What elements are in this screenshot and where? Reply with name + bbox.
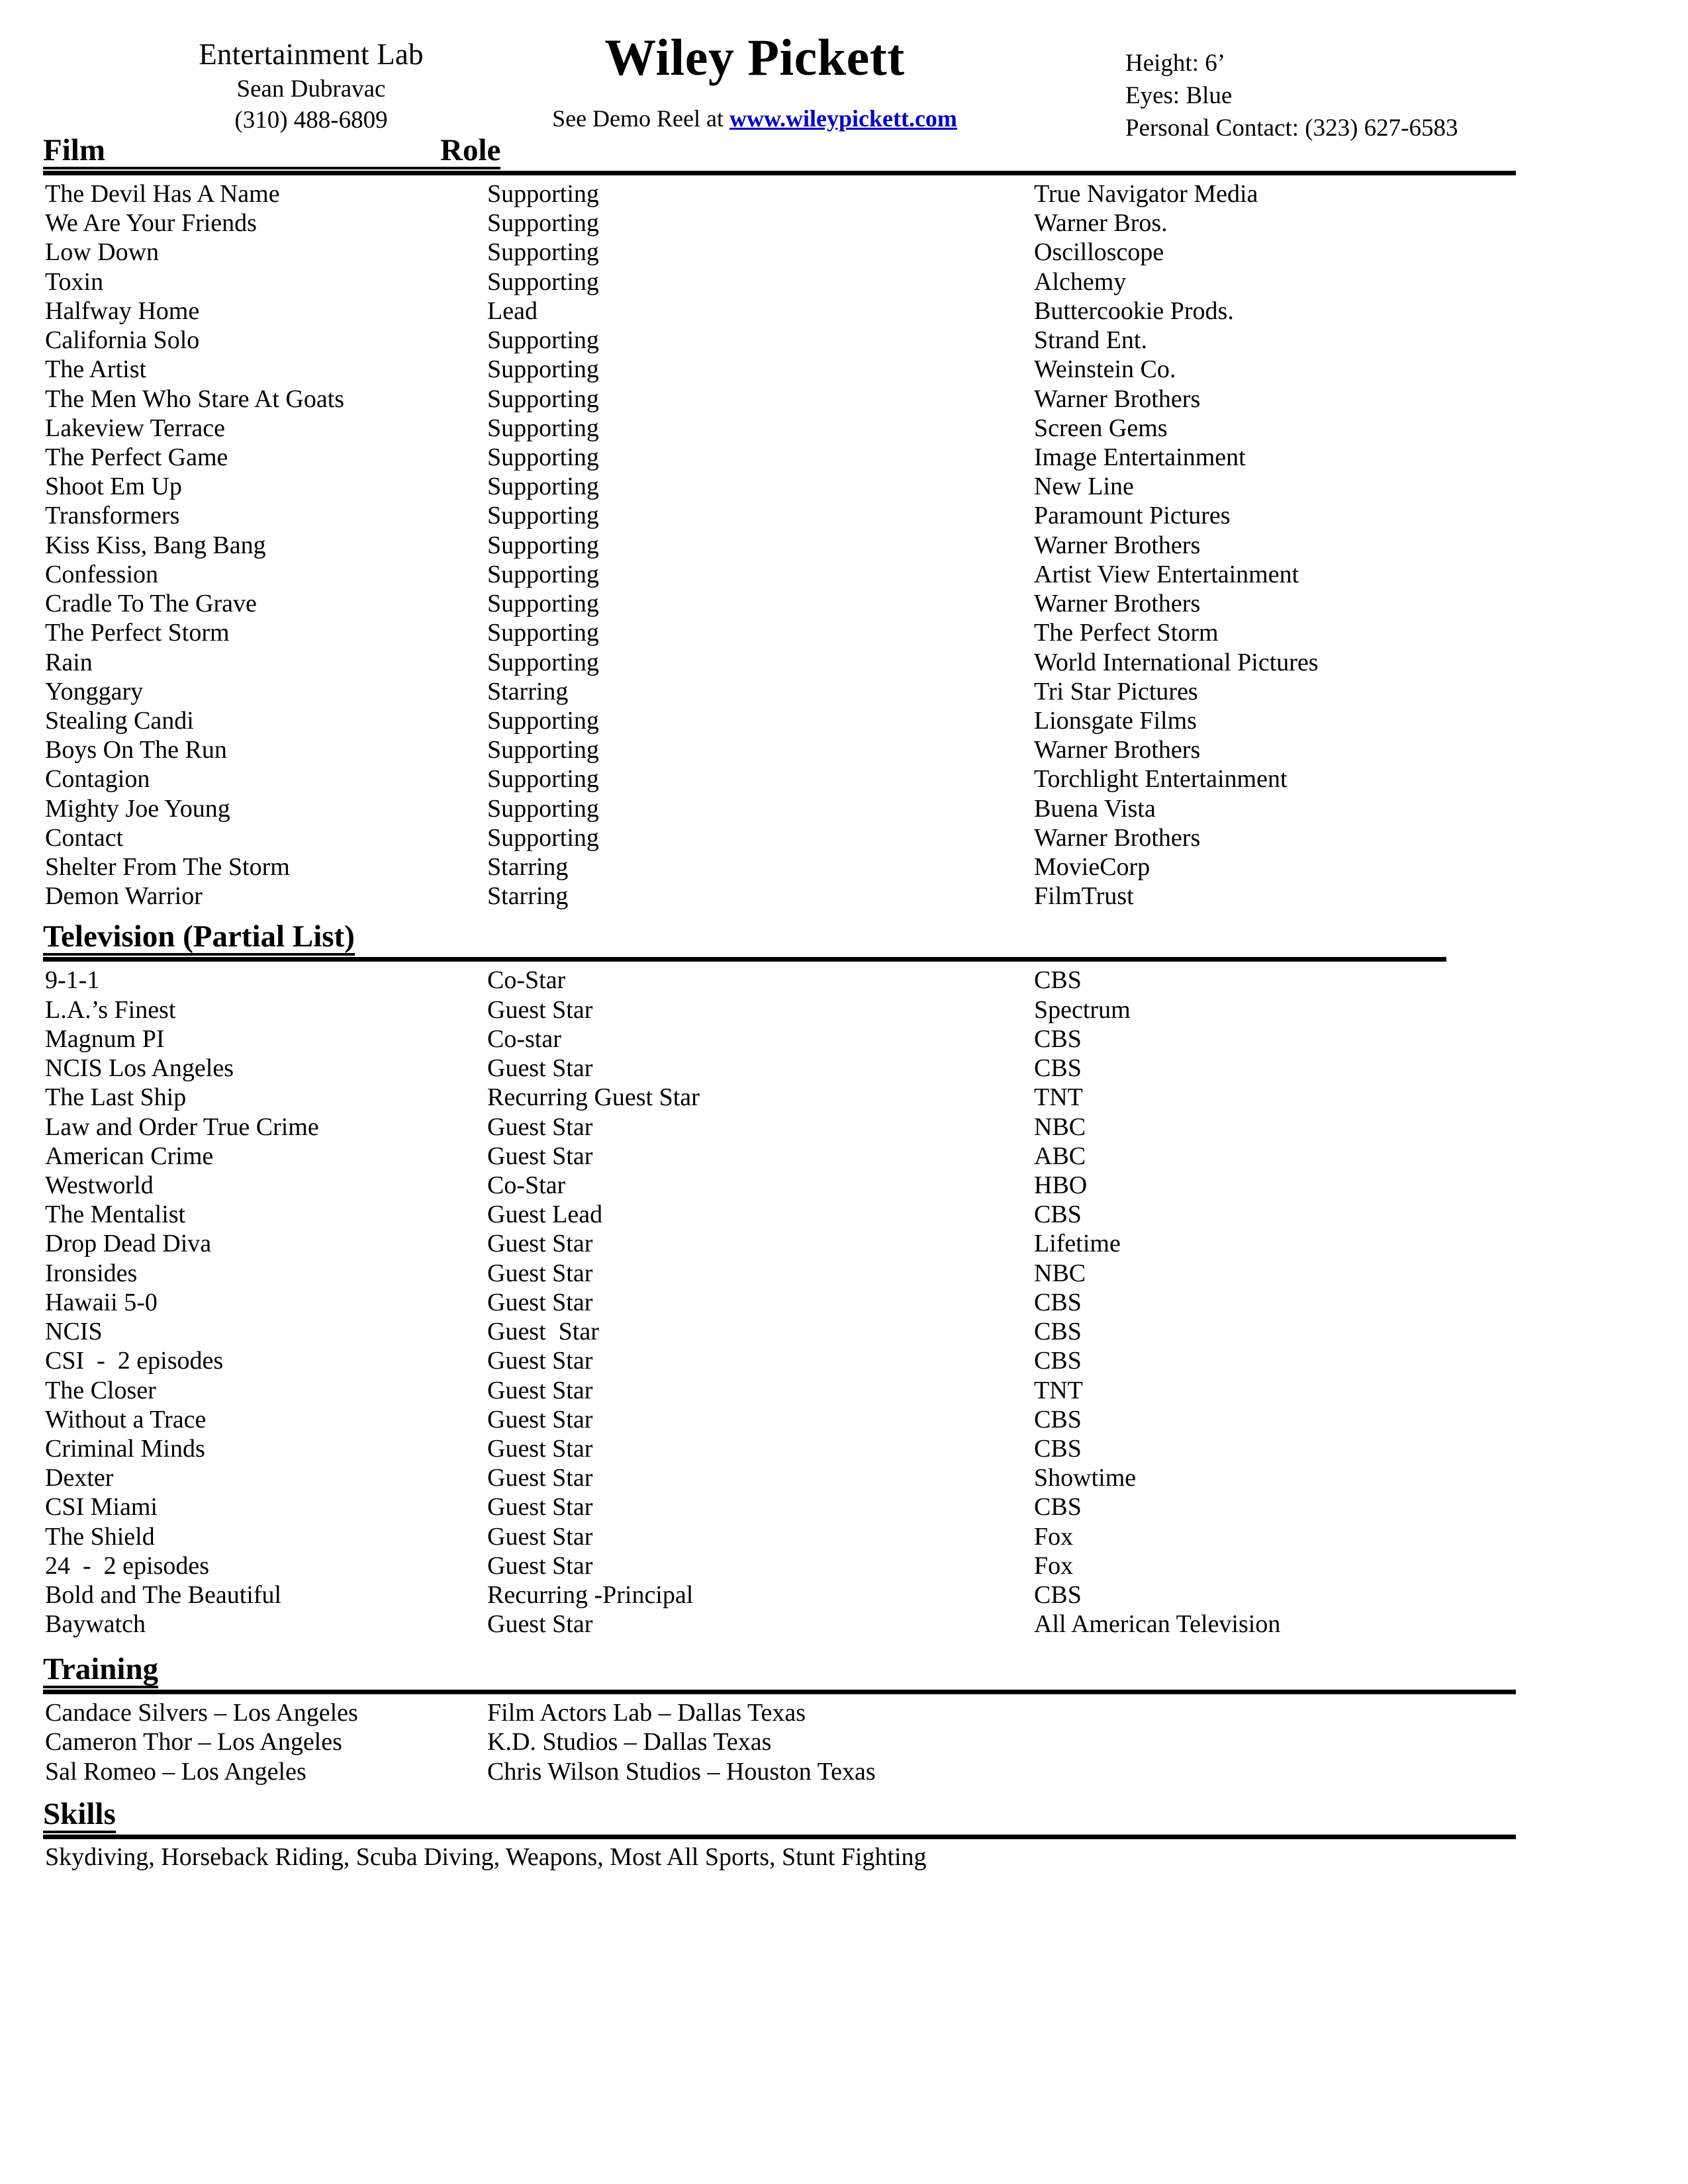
- film-credit-row: [45, 764, 1688, 794]
- film-studio-cell: Warner Bros.: [1034, 209, 1168, 238]
- tv-network-cell: Fox: [1034, 1522, 1074, 1551]
- film-studio-cell: World International Pictures: [1034, 648, 1319, 676]
- film-role-cell: Supporting: [487, 560, 599, 588]
- tv-credit-row: [45, 1083, 1688, 1112]
- tv-role-cell: Guest Star: [487, 1230, 593, 1258]
- tv-network-cell: CBS: [1034, 1405, 1082, 1433]
- film-credit-row: [45, 385, 1688, 414]
- film-title-cell: California Solo: [45, 326, 200, 355]
- film-title-cell: Kiss Kiss, Bang Bang: [45, 531, 266, 559]
- tv-network-cell: CBS: [1034, 1054, 1082, 1083]
- tv-title-cell: Without a Trace: [45, 1405, 207, 1433]
- skills-section-rule: [43, 1835, 1516, 1839]
- tv-title-cell: The Mentalist: [45, 1201, 186, 1229]
- tv-network-cell: Spectrum: [1034, 995, 1131, 1024]
- training-row: [45, 1757, 1688, 1787]
- tv-role-cell: Recurring -Principal: [487, 1581, 694, 1610]
- role-heading-label: Role: [440, 135, 500, 169]
- film-studio-cell: Weinstein Co.: [1034, 355, 1176, 384]
- film-title-cell: Low Down: [45, 238, 160, 267]
- training-coach-cell: Candace Silvers – Los Angeles: [45, 1698, 358, 1727]
- tv-credit-row: [45, 1346, 1688, 1375]
- tv-credit-row: [45, 1405, 1688, 1434]
- film-credit-row: [45, 443, 1688, 472]
- tv-title-cell: Drop Dead Diva: [45, 1230, 212, 1258]
- tv-credit-row: [45, 1259, 1688, 1288]
- tv-network-cell: ABC: [1034, 1142, 1086, 1170]
- stats-block: [1125, 48, 1668, 144]
- tv-credit-row: [45, 1288, 1688, 1317]
- training-table: [0, 1698, 1688, 1787]
- tv-title-cell: Hawaii 5-0: [45, 1288, 158, 1316]
- tv-role-cell: Guest Star: [487, 1347, 593, 1375]
- film-title-cell: Shoot Em Up: [45, 473, 182, 501]
- tv-role-cell: Recurring Guest Star: [487, 1083, 700, 1112]
- film-role-cell: Supporting: [487, 180, 599, 208]
- training-heading-label: Training: [43, 1654, 158, 1688]
- film-role-cell: Supporting: [487, 385, 599, 413]
- film-studio-cell: Torchlight Entertainment: [1034, 765, 1288, 794]
- tv-credit-row: [45, 1376, 1688, 1405]
- film-studio-cell: New Line: [1034, 473, 1134, 501]
- film-role-cell: Supporting: [487, 502, 599, 530]
- tv-credit-row: [45, 966, 1688, 995]
- tv-role-cell: Co-Star: [487, 966, 566, 995]
- tv-credit-row: [45, 1229, 1688, 1258]
- demo-reel-line: [490, 106, 1019, 132]
- film-title-cell: Boys On The Run: [45, 736, 227, 764]
- tv-title-cell: CSI - 2 episodes: [45, 1347, 224, 1375]
- television-section-heading: [0, 921, 1688, 956]
- tv-credit-row: [45, 1317, 1688, 1346]
- agency-name: Entertainment Lab: [199, 38, 424, 71]
- film-role-cell: Supporting: [487, 267, 599, 296]
- film-title-cell: Confession: [45, 560, 158, 588]
- film-title-cell: The Artist: [45, 355, 147, 384]
- film-role-cell: Supporting: [487, 590, 599, 618]
- film-title-cell: Transformers: [45, 502, 180, 530]
- tv-network-cell: Showtime: [1034, 1464, 1137, 1492]
- tv-network-cell: CBS: [1034, 966, 1082, 995]
- film-title-cell: Lakeview Terrace: [45, 414, 225, 442]
- tv-network-cell: CBS: [1034, 1581, 1082, 1610]
- film-studio-cell: Image Entertainment: [1034, 443, 1246, 471]
- tv-credit-row: [45, 1463, 1688, 1492]
- tv-title-cell: Bold and The Beautiful: [45, 1581, 282, 1610]
- tv-network-cell: CBS: [1034, 1347, 1082, 1375]
- film-role-cell: Supporting: [487, 414, 599, 442]
- film-credits-table: [0, 179, 1688, 911]
- film-credit-row: [45, 326, 1688, 355]
- tv-role-cell: Guest Star: [487, 1288, 593, 1316]
- tv-role-cell: Guest Star: [487, 1493, 593, 1522]
- training-section-heading: [0, 1651, 1688, 1688]
- film-credit-row: [45, 794, 1688, 823]
- tv-network-cell: CBS: [1034, 1288, 1082, 1316]
- actor-identity-block: [490, 28, 1019, 132]
- film-credit-row: [45, 501, 1688, 530]
- tv-title-cell: Ironsides: [45, 1259, 138, 1287]
- tv-credit-row: [45, 1113, 1688, 1142]
- film-role-cell: Supporting: [487, 648, 599, 676]
- film-section-heading: [0, 135, 1688, 169]
- tv-network-cell: TNT: [1034, 1083, 1083, 1112]
- film-studio-cell: Oscilloscope: [1034, 238, 1164, 267]
- film-title-cell: Contagion: [45, 765, 150, 794]
- tv-credit-row: [45, 1142, 1688, 1171]
- film-studio-cell: Tri Star Pictures: [1034, 677, 1198, 705]
- tv-network-cell: CBS: [1034, 1024, 1082, 1053]
- tv-credit-row: [45, 1610, 1688, 1639]
- film-title-cell: The Men Who Stare At Goats: [45, 385, 345, 413]
- film-credit-row: [45, 823, 1688, 852]
- film-role-cell: Supporting: [487, 209, 599, 238]
- tv-network-cell: Lifetime: [1034, 1230, 1121, 1258]
- contact-stat: Personal Contact: (323) 627-6583: [1125, 114, 1458, 142]
- television-section-rule: [43, 957, 1446, 962]
- film-title-cell: Rain: [45, 648, 93, 676]
- tv-credit-row: [45, 1492, 1688, 1522]
- agency-block: [139, 40, 483, 135]
- agency-phone: (310) 488-6809: [234, 106, 388, 134]
- tv-title-cell: Law and Order True Crime: [45, 1113, 319, 1141]
- film-studio-cell: Warner Brothers: [1034, 531, 1201, 559]
- tv-credit-row: [45, 1200, 1688, 1229]
- tv-title-cell: Magnum PI: [45, 1024, 165, 1053]
- film-role-cell: Supporting: [487, 443, 599, 471]
- film-heading-label: Film: [43, 135, 440, 169]
- film-credit-row: [45, 706, 1688, 735]
- skills-heading-label: Skills: [43, 1799, 116, 1833]
- film-studio-cell: MovieCorp: [1034, 853, 1150, 882]
- film-role-cell: Starring: [487, 882, 569, 911]
- film-title-cell: Cradle To The Grave: [45, 590, 257, 618]
- tv-title-cell: Criminal Minds: [45, 1434, 205, 1463]
- film-credit-row: [45, 589, 1688, 618]
- tv-network-cell: All American Television: [1034, 1610, 1281, 1639]
- tv-title-cell: 24 - 2 episodes: [45, 1551, 210, 1580]
- film-credit-row: [45, 472, 1688, 501]
- tv-network-cell: NBC: [1034, 1259, 1086, 1287]
- film-title-cell: The Perfect Storm: [45, 619, 230, 647]
- tv-title-cell: NCIS: [45, 1318, 103, 1346]
- film-title-cell: We Are Your Friends: [45, 209, 257, 238]
- film-studio-cell: FilmTrust: [1034, 882, 1134, 911]
- tv-role-cell: Guest Star: [487, 1610, 593, 1639]
- film-credit-row: [45, 267, 1688, 296]
- training-school-cell: Chris Wilson Studios – Houston Texas: [487, 1758, 876, 1786]
- film-credit-row: [45, 296, 1688, 326]
- film-role-cell: Supporting: [487, 238, 599, 267]
- film-studio-cell: Lionsgate Films: [1034, 706, 1197, 735]
- film-credit-row: [45, 677, 1688, 706]
- tv-network-cell: TNT: [1034, 1376, 1083, 1404]
- film-role-cell: Supporting: [487, 736, 599, 764]
- tv-network-cell: NBC: [1034, 1113, 1086, 1141]
- skills-section-heading: [0, 1796, 1688, 1833]
- tv-credit-row: [45, 1054, 1688, 1083]
- film-role-cell: Supporting: [487, 531, 599, 559]
- film-title-cell: Contact: [45, 823, 124, 852]
- tv-title-cell: Dexter: [45, 1464, 114, 1492]
- tv-title-cell: American Crime: [45, 1142, 214, 1170]
- film-studio-cell: Buttercookie Prods.: [1034, 296, 1234, 325]
- tv-role-cell: Guest Star: [487, 1113, 593, 1141]
- training-coach-cell: Cameron Thor – Los Angeles: [45, 1728, 342, 1756]
- tv-credit-row: [45, 1434, 1688, 1463]
- film-credit-row: [45, 414, 1688, 443]
- film-title-cell: Halfway Home: [45, 296, 200, 325]
- film-credit-row: [45, 179, 1688, 208]
- film-role-cell: Supporting: [487, 823, 599, 852]
- tv-network-cell: CBS: [1034, 1201, 1082, 1229]
- film-title-cell: Mighty Joe Young: [45, 794, 230, 823]
- television-heading-label: Television (Partial List): [43, 921, 355, 956]
- tv-role-cell: Guest Star: [487, 1551, 593, 1580]
- film-role-cell: Supporting: [487, 326, 599, 355]
- tv-title-cell: The Last Ship: [45, 1083, 187, 1112]
- height-stat: Height: 6’: [1125, 50, 1226, 77]
- tv-role-cell: Guest Star: [487, 995, 593, 1024]
- skills-list: Skydiving, Horseback Riding, Scuba Diving, Weapons, Most All Sports, Stunt Fighting: [45, 1843, 927, 1871]
- tv-title-cell: Baywatch: [45, 1610, 146, 1639]
- film-credit-row: [45, 355, 1688, 384]
- film-title-cell: Shelter From The Storm: [45, 853, 290, 882]
- tv-credit-row: [45, 1024, 1688, 1054]
- film-studio-cell: Buena Vista: [1034, 794, 1156, 823]
- tv-title-cell: Westworld: [45, 1171, 154, 1199]
- tv-title-cell: L.A.’s Finest: [45, 995, 176, 1024]
- film-title-cell: Yonggary: [45, 677, 144, 705]
- film-studio-cell: Screen Gems: [1034, 414, 1168, 442]
- tv-role-cell: Guest Star: [487, 1054, 593, 1083]
- film-section-rule: [43, 171, 1516, 175]
- tv-role-cell: Co-star: [487, 1024, 561, 1053]
- film-role-cell: Lead: [487, 296, 538, 325]
- tv-role-cell: Guest Star: [487, 1464, 593, 1492]
- training-coach-cell: Sal Romeo – Los Angeles: [45, 1758, 306, 1786]
- training-row: [45, 1698, 1688, 1728]
- tv-credit-row: [45, 1580, 1688, 1610]
- film-role-cell: Supporting: [487, 794, 599, 823]
- film-studio-cell: Alchemy: [1034, 267, 1127, 296]
- tv-network-cell: Fox: [1034, 1551, 1074, 1580]
- film-role-cell: Starring: [487, 677, 569, 705]
- film-studio-cell: Artist View Entertainment: [1034, 560, 1299, 588]
- tv-network-cell: CBS: [1034, 1318, 1082, 1346]
- film-title-cell: The Devil Has A Name: [45, 180, 280, 208]
- demo-reel-label: See Demo Reel at: [552, 105, 729, 132]
- tv-title-cell: The Closer: [45, 1376, 156, 1404]
- film-title-cell: Toxin: [45, 267, 104, 296]
- film-credit-row: [45, 208, 1688, 238]
- film-studio-cell: Strand Ent.: [1034, 326, 1147, 355]
- tv-network-cell: CBS: [1034, 1493, 1082, 1522]
- tv-role-cell: Guest Star: [487, 1405, 593, 1433]
- training-school-cell: K.D. Studios – Dallas Texas: [487, 1728, 772, 1756]
- tv-title-cell: NCIS Los Angeles: [45, 1054, 234, 1083]
- film-studio-cell: Paramount Pictures: [1034, 502, 1231, 530]
- tv-role-cell: Guest Star: [487, 1259, 593, 1287]
- tv-title-cell: The Shield: [45, 1522, 155, 1551]
- eyes-stat: Eyes: Blue: [1125, 81, 1233, 109]
- film-credit-row: [45, 560, 1688, 589]
- film-credit-row: [45, 882, 1688, 911]
- agent-name: Sean Dubravac: [236, 75, 386, 103]
- training-row: [45, 1727, 1688, 1757]
- film-studio-cell: Warner Brothers: [1034, 385, 1201, 413]
- tv-title-cell: 9-1-1: [45, 966, 100, 995]
- training-school-cell: Film Actors Lab – Dallas Texas: [487, 1698, 806, 1727]
- training-section-rule: [43, 1690, 1516, 1694]
- tv-role-cell: Guest Star: [487, 1522, 593, 1551]
- film-credit-row: [45, 852, 1688, 882]
- tv-role-cell: Guest Star: [487, 1142, 593, 1170]
- tv-credit-row: [45, 995, 1688, 1024]
- film-studio-cell: Warner Brothers: [1034, 736, 1201, 764]
- film-role-cell: Supporting: [487, 355, 599, 384]
- film-role-cell: Supporting: [487, 619, 599, 647]
- page-title: Wiley Pickett: [604, 28, 905, 86]
- film-title-cell: Demon Warrior: [45, 882, 203, 911]
- film-studio-cell: Warner Brothers: [1034, 590, 1201, 618]
- tv-title-cell: CSI Miami: [45, 1493, 158, 1522]
- film-credit-row: [45, 618, 1688, 647]
- tv-network-cell: HBO: [1034, 1171, 1088, 1199]
- film-studio-cell: Warner Brothers: [1034, 823, 1201, 852]
- tv-role-cell: Co-Star: [487, 1171, 566, 1199]
- tv-role-cell: Guest Lead: [487, 1201, 603, 1229]
- film-studio-cell: The Perfect Storm: [1034, 619, 1219, 647]
- tv-network-cell: CBS: [1034, 1434, 1082, 1463]
- film-role-cell: Supporting: [487, 473, 599, 501]
- tv-role-cell: Guest Star: [487, 1434, 593, 1463]
- tv-credit-row: [45, 1171, 1688, 1200]
- demo-reel-link[interactable]: www.wileypickett.com: [729, 105, 957, 132]
- film-role-cell: Supporting: [487, 765, 599, 794]
- film-title-cell: The Perfect Game: [45, 443, 228, 471]
- film-credit-row: [45, 531, 1688, 560]
- tv-credit-row: [45, 1551, 1688, 1580]
- film-title-cell: Stealing Candi: [45, 706, 194, 735]
- film-studio-cell: True Navigator Media: [1034, 180, 1258, 208]
- film-credit-row: [45, 648, 1688, 677]
- tv-role-cell: Guest Star: [487, 1376, 593, 1404]
- film-role-cell: Starring: [487, 853, 569, 882]
- film-role-cell: Supporting: [487, 706, 599, 735]
- film-credit-row: [45, 735, 1688, 764]
- film-credit-row: [45, 238, 1688, 267]
- resume-header: [0, 0, 1688, 142]
- television-credits-table: [0, 966, 1688, 1639]
- tv-credit-row: [45, 1522, 1688, 1551]
- tv-role-cell: Guest Star: [487, 1318, 599, 1346]
